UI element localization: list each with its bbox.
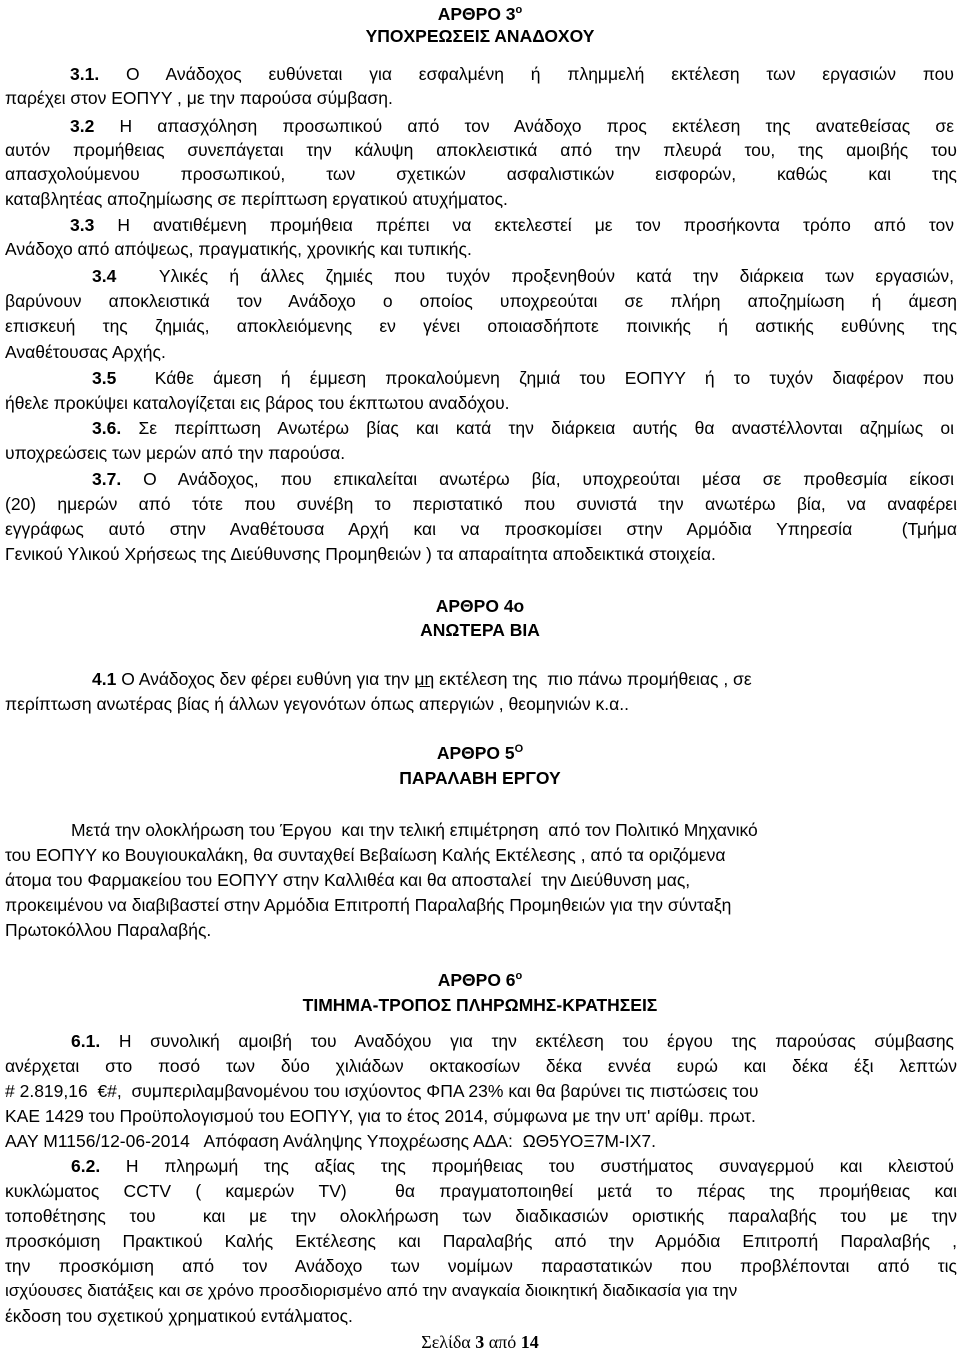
paragraph-6-2-line-1: 6.2. Η πληρωμή της αξίας της προμήθειας του συστήματος συναγερμού και κλειστού xyxy=(71,1156,954,1176)
article-6-heading: ΑΡΘΡΟ $6^o$ xyxy=(437,970,523,990)
paragraph-4-1-line-2: περίπτωση ανωτέρας βίας ή άλλων γεγονότων όπως απεργιών , θεομηνιών κ.α.. xyxy=(5,694,629,714)
paragraph-3-2-line-3: απασχολούμενου προσωπικού, των σχετικών ασφαλιστικών εισφορών, καθώς και της xyxy=(5,164,957,184)
paragraph-6-1-line-4: ΚΑΕ 1429 του Προϋπολογισμού του ΕΟΠΥΥ, για το έτος 2014, σύμφωνα με την υπ' αρίθμ. πρωτ. xyxy=(5,1106,756,1126)
page-footer: Σελίδα 3 από 14 xyxy=(421,1332,539,1352)
paragraph-6-2-line-6: ισχύουσες διατάξεις και σε χρόνο προσδιορισμένο από την αναγκαία διοικητική διαδικασία για την xyxy=(5,1281,738,1300)
paragraph-6-2-line-4: προσκόμιση Πρακτικού Καλής Εκτέλεσης και Παραλαβής από την Αρμόδια Επιτροπή Παραλαβής , xyxy=(5,1231,957,1251)
paragraph-3-4-line-1: 3.4 Υλικές ή άλλες ζημιές που τυχόν προξενηθούν κατά την διάρκεια των εργασιών, xyxy=(92,266,954,286)
paragraph-3-2-line-4: καταβλητέας αποζημίωσης σε περίπτωση εργατικού ατυχήματος. xyxy=(5,189,508,209)
article-3-subheading: ΥΠΟΧΡΕΩΣΕΙΣ ΑΝΑΔΟΧΟΥ xyxy=(365,26,595,46)
paragraph-6-1-line-3: # 2.819,16 €#, συμπεριλαμβανομένου του ισχύοντος ΦΠΑ 23% και θα βαρύνει τις πιστώσεις του xyxy=(5,1081,759,1101)
article-5-line-2: του ΕΟΠΥΥ κο Βουγιουκαλάκη, θα συνταχθεί Βεβαίωση Καλής Εκτέλεσης , από τα οριζόμενα xyxy=(5,845,726,865)
paragraph-3-3-line-2: Ανάδοχο από απόψεως, πραγματικής, χρονικής και τυπικής. xyxy=(5,239,472,259)
article-5-line-5: Πρωτοκόλλου Παραλαβής. xyxy=(5,920,212,940)
paragraph-3-5-line-1: 3.5 Κάθε άμεση ή έμμεση προκαλούμενη ζημιά του ΕΟΠΥΥ ή το τυχόν διαφέρον που xyxy=(92,368,954,388)
article-4-subheading: ΑΝΩΤΕΡΑ ΒΙΑ xyxy=(420,620,540,640)
paragraph-3-7-line-3: εγγράφως αυτό στην Αναθέτουσα Αρχή και να προσκομίσει στην Αρμόδια Υπηρεσία (Τμήμα xyxy=(5,519,957,539)
article-5-line-3: άτομα του Φαρμακείου του ΕΟΠΥΥ στην Καλλιθέα και θα αποσταλεί την Διεύθυνση μας, xyxy=(5,870,691,890)
paragraph-3-4-line-3: επισκευή της ζημιάς, αποκλειόμενης εν γένει οποιασδήποτε ποινικής ή αστικής ευθύνης της xyxy=(5,316,957,336)
paragraph-6-1-line-2: ανέρχεται στο ποσό των δύο χιλιάδων οκτακοσίων δέκα εννέα ευρώ και δέκα έξι λεπτών xyxy=(5,1056,957,1076)
paragraph-6-1-line-5: ΑΑΥ Μ1156/12-06-2014 Απόφαση Ανάληψης Υποχρέωσης ΑΔΑ: ΩΘ5ΥΟΞ7Μ-ΙΧ7. xyxy=(5,1131,656,1151)
paragraph-3-7-line-2: (20) ημερών από τότε που συνέβη το περιστατικό που συνιστά την ανωτέρω βία, να αναφέρει xyxy=(5,494,957,514)
paragraph-3-1-line-2: παρέχει στον ΕΟΠΥΥ , με την παρούσα σύμβαση. xyxy=(5,88,393,108)
paragraph-4-1-line-1: 4.1 Ο Ανάδοχος δεν φέρει ευθύνη για την μη εκτέλεση της πιο πάνω προμήθειας , σε xyxy=(92,669,752,689)
paragraph-3-3-line-1: 3.3 Η ανατιθέμενη προμήθεια πρέπει να εκτελεστεί με τον προσήκοντα τρόπο από τον xyxy=(70,215,954,235)
paragraph-6-2-line-3: τοποθέτησης του και με την ολοκλήρωση των διαδικασιών οριστικής παραλαβής του με την xyxy=(5,1206,957,1226)
article-5-line-1: Μετά την ολοκλήρωση του Έργου και την τελική επιμέτρηση από τον Πολιτικό Μηχανικό xyxy=(71,820,758,840)
paragraph-3-7-line-4: Γενικού Υλικού Χρήσεως της Διεύθυνσης Προμηθειών ) τα απαραίτητα αποδεικτικά στοιχεία. xyxy=(5,544,716,564)
article-5-heading: ΑΡΘΡΟ $5^O$ xyxy=(436,743,524,763)
paragraph-3-2-line-2: αυτόν προμήθειας συνεπάγεται την κάλυψη αποκλειστικά από την πλευρά του, της αμοιβής του xyxy=(5,140,957,160)
paragraph-6-2-line-7: έκδοση του σχετικού χρηματικού εντάλματος. xyxy=(5,1306,353,1326)
paragraph-3-6-line-1: 3.6. Σε περίπτωση Ανωτέρω βίας και κατά την διάρκεια αυτής θα αναστέλλονται αζημίως οι xyxy=(92,418,954,438)
article-5-subheading: ΠΑΡΑΛΑΒΗ ΕΡΓΟΥ xyxy=(399,768,561,788)
article-4-heading: ΑΡΘΡΟ 4ο xyxy=(435,596,525,616)
paragraph-3-4-line-4: Αναθέτουσας Αρχής. xyxy=(5,342,166,362)
paragraph-6-1-line-1: 6.1. Η συνολική αμοιβή του Αναδόχου για την εκτέλεση του έργου της παρούσας σύμβασης xyxy=(71,1031,954,1051)
paragraph-3-4-line-2: βαρύνουν αποκλειστικά τον Ανάδοχο ο οποίος υποχρεούται σε πλήρη αποζημίωση ή άμεση xyxy=(5,291,957,311)
paragraph-3-6-line-2: υποχρεώσεις των μερών από την παρούσα. xyxy=(5,443,346,463)
article-6-subheading: ΤΙΜΗΜΑ-ΤΡΟΠΟΣ ΠΛΗΡΩΜΗΣ-ΚΡΑΤΗΣΕΙΣ xyxy=(302,995,658,1015)
paragraph-3-2-line-1: 3.2 Η απασχόληση προσωπικού από τον Ανάδοχο προς εκτέλεση της ανατεθείσας σε xyxy=(70,116,954,136)
paragraph-6-2-line-5: την προσκόμιση από τον Ανάδοχο των νομίμων παραστατικών που προβλέπονται από τις xyxy=(5,1256,957,1276)
article-5-line-4: προκειμένου να διαβιβαστεί στην Αρμόδια Επιτροπή Παραλαβής Προμηθειών για την σύνταξη xyxy=(5,895,732,915)
article-3-heading: ΑΡΘΡΟ $3^o$ xyxy=(437,4,523,24)
paragraph-3-1-line-1: 3.1. Ο Ανάδοχος ευθύνεται για εσφαλμένη ή πλημμελή εκτέλεση των εργασιών που xyxy=(70,64,954,84)
paragraph-3-7-line-1: 3.7. Ο Ανάδοχος, που επικαλείται ανωτέρω βία, υποχρεούται μέσα σε προθεσμία είκοσι xyxy=(92,469,954,489)
paragraph-3-5-line-2: ήθελε προκύψει καταλογίζεται εις βάρος του έκπτωτου αναδόχου. xyxy=(5,393,510,413)
paragraph-6-2-line-2: κυκλώματος CCTV ( καμερών TV) θα πραγματοποιηθεί μετά το πέρας της προμήθειας και xyxy=(5,1181,957,1201)
